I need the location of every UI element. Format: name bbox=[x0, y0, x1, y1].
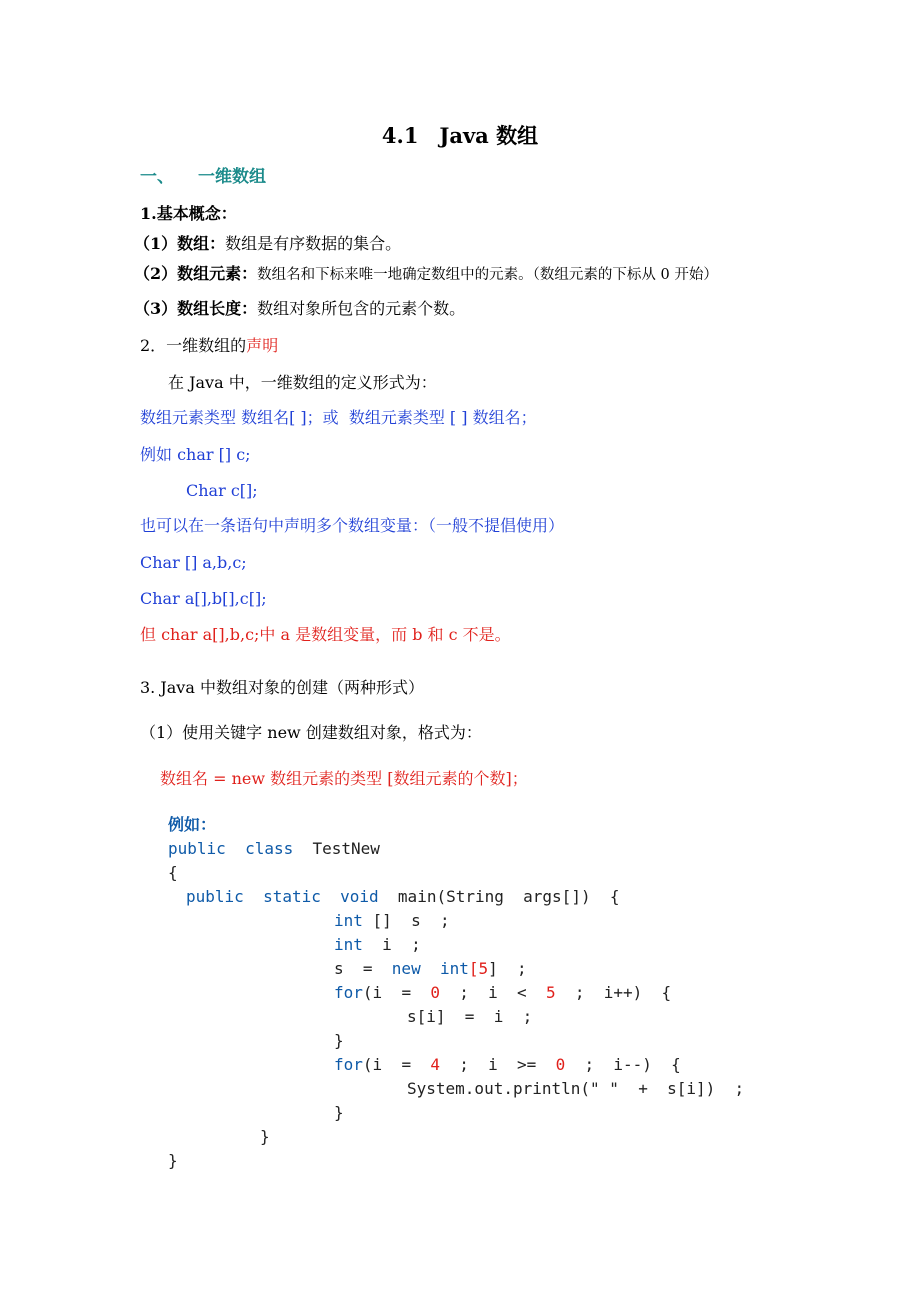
keyword: new bbox=[391, 959, 421, 978]
section-number: 一、 bbox=[140, 167, 174, 187]
declare-intro: 在 Java 中，一维数组的定义形式为： bbox=[168, 373, 437, 392]
code-line-class bbox=[168, 841, 380, 857]
code-line-open-brace: { bbox=[168, 863, 178, 882]
concept-item-3 bbox=[134, 301, 465, 317]
declare-heading-highlight: 声明 bbox=[246, 336, 279, 355]
code-text: (i = bbox=[362, 1055, 431, 1074]
page-title: 4.1 Java 数组 bbox=[381, 123, 539, 148]
number-literal: 5 bbox=[545, 983, 556, 1002]
keyword: int bbox=[334, 935, 363, 954]
concept-label: （3）数组长度： bbox=[134, 299, 258, 318]
class-name: TestNew bbox=[312, 839, 380, 858]
concept-label: （1）数组： bbox=[134, 234, 226, 253]
create-format: 数组名 = new 数组元素的类型 [数组元素的个数]； bbox=[160, 769, 528, 788]
declare-multi-2: Char a[],b[],c[]; bbox=[140, 589, 267, 608]
declare-example-2: Char c[]; bbox=[186, 481, 258, 500]
create-item-1: （1）使用关键字 new 创建数组对象，格式为： bbox=[140, 723, 482, 742]
code-line-for-2 bbox=[334, 1057, 681, 1073]
code-line-for-1 bbox=[334, 985, 671, 1001]
concept-text: 数组对象所包含的元素个数。 bbox=[257, 299, 466, 318]
example-label: 例如： bbox=[168, 815, 217, 834]
main-signature: main(String args[]) { bbox=[397, 887, 620, 906]
declare-multi-1: Char [] a,b,c; bbox=[140, 553, 247, 572]
keyword: static bbox=[263, 887, 321, 906]
concept-text: 数组是有序数据的集合。 bbox=[225, 234, 402, 253]
code-line-decl-i bbox=[334, 937, 421, 953]
number-literal: 5 bbox=[478, 959, 489, 978]
code-text: ; i >= bbox=[439, 1055, 556, 1074]
number-literal: 0 bbox=[555, 1055, 566, 1074]
concept-item-2 bbox=[134, 266, 718, 283]
code-text: i ; bbox=[382, 935, 421, 954]
keyword: int bbox=[439, 959, 469, 978]
code-line-close-2: } bbox=[334, 1103, 344, 1122]
code-line-main bbox=[186, 889, 619, 905]
keyword: class bbox=[245, 839, 294, 858]
code-text: [] s ; bbox=[372, 911, 450, 930]
concept-text: 数组名和下标来唯一地确定数组中的元素。（数组元素的下标从 0 开始） bbox=[257, 267, 718, 283]
concept-label: （2）数组元素： bbox=[134, 264, 258, 283]
code-text: (i = bbox=[362, 983, 431, 1002]
code-line-close-1: } bbox=[334, 1031, 344, 1050]
declare-note: 但 char a[],b,c;中 a 是数组变量，而 b 和 c 不是。 bbox=[140, 625, 511, 644]
number-literal: 4 bbox=[430, 1055, 440, 1074]
code-line-close-class: } bbox=[168, 1151, 178, 1170]
concept-item-1 bbox=[134, 236, 401, 252]
declare-example-1: 例如 char [] c; bbox=[140, 445, 251, 464]
code-text: ; i--) { bbox=[565, 1055, 681, 1074]
code-line-body-1: s[i] = i ; bbox=[407, 1007, 533, 1026]
keyword: public bbox=[168, 839, 226, 858]
declare-heading bbox=[140, 338, 278, 354]
code-line-body-2: System.out.println(" " + s[i]) ; bbox=[407, 1079, 745, 1098]
code-text: ] ; bbox=[488, 959, 527, 978]
code-line-decl-s bbox=[334, 913, 450, 929]
declare-multi-intro: 也可以在一条语句中声明多个数组变量：（一般不提倡使用） bbox=[140, 516, 565, 535]
code-text: ; i++) { bbox=[555, 983, 672, 1002]
code-line-close-main: } bbox=[260, 1127, 270, 1146]
create-heading: 3. Java 中数组对象的创建（两种形式） bbox=[140, 678, 424, 697]
code-line-assign bbox=[334, 961, 527, 977]
declare-form: 数组元素类型 数组名[ ]；或 数组元素类型 [ ] 数组名； bbox=[140, 408, 537, 427]
basic-concepts-heading: 1.基本概念： bbox=[140, 204, 237, 223]
declare-heading-prefix: 2．一维数组的 bbox=[140, 336, 247, 355]
section-heading-1 bbox=[140, 169, 266, 186]
keyword: int bbox=[334, 911, 363, 930]
section-title: 一维数组 bbox=[198, 167, 266, 187]
code-text: s = bbox=[334, 959, 392, 978]
keyword: for bbox=[334, 983, 363, 1002]
keyword: public bbox=[186, 887, 244, 906]
code-text: ; i < bbox=[439, 983, 546, 1002]
keyword: void bbox=[340, 887, 379, 906]
number-literal: 0 bbox=[430, 983, 440, 1002]
code-text: [ bbox=[468, 959, 479, 978]
keyword: for bbox=[334, 1055, 363, 1074]
